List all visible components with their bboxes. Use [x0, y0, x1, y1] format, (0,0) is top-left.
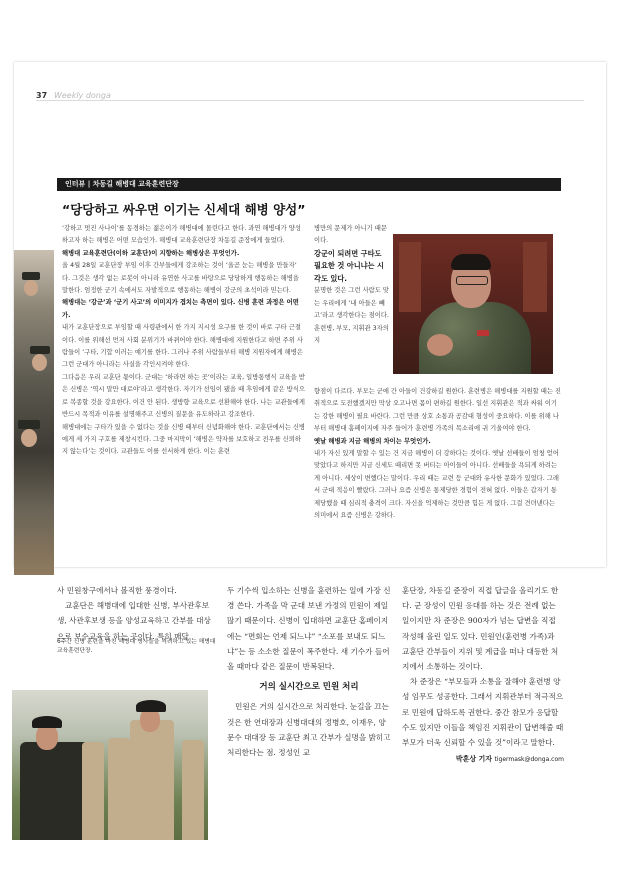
photo-caption: 6주간 신병 훈련을 마친 해병대 병사들을 격려하고 있는 해병대 교육훈련단장.: [57, 639, 216, 654]
bookshelf-shape: [399, 242, 421, 312]
hand-shape: [427, 334, 453, 356]
magazine-name: Weekly donga: [53, 91, 111, 100]
bookshelf-shape: [523, 242, 547, 312]
cap-shape: [136, 700, 166, 712]
interview-headline: “당당하고 싸우면 이기는 신세대 해병 양성”: [62, 202, 306, 217]
marines-ceremony-photo: [12, 690, 208, 840]
marine-figure-shape: [82, 742, 104, 840]
commander-portrait-photo: [393, 234, 553, 374]
article-column-1: [57, 583, 212, 644]
article-paragraph: 민원은 거의 실시간으로 처리한다. 눈길을 끄는 것은 한 연대장과 신병대대의 정병호, 이재우, 양문수 대대장 등 교훈단 최고 간부가 실명을 밝히고 처리한다는 점. 정성인 교: [227, 702, 391, 758]
article-subheading: 거의 실시간으로 민원 처리: [259, 682, 359, 693]
interview-question: 해병대는 ‘강군’과 ‘군기 사고’의 이미지가 겹치는 측면이 있다. 신병 훈련 과정은 어떤가.: [62, 299, 299, 319]
interview-question: 해병대 교육훈련단(이하 교훈단)이 지향하는 해병상은 무엇인가.: [62, 249, 240, 257]
marine-figure-shape: [108, 738, 130, 840]
face-shape: [24, 280, 38, 296]
interview-question: 옛날 해병과 지금 해병의 차이는 무엇인가.: [314, 437, 431, 445]
interview-answer: 올 4월 28일 교훈단장 부임 이후 간부들에게 강조하는 것이 ‘올곧 눈는 해병을 만들자’ 다. 그것은 생각 없는 로봇이 아니라 유연한 사고를 바탕으로 당당하게 행동하는 해병을 말한다. 엄정한 군기 속에서도 자발적으로 행동하는 해병이 강군의 초석이라 믿는다.: [62, 262, 299, 295]
author-email: tigermask@donga.com: [494, 756, 564, 764]
officer-uniform-shape: [20, 742, 90, 840]
author-name: 박훈상 기자: [455, 755, 493, 764]
cap-shape: [32, 716, 62, 728]
face-shape: [32, 354, 47, 371]
interview-column-1: [62, 223, 305, 459]
interview-column-2: [314, 223, 390, 347]
article-paragraph: 훈단장, 차동길 준장이 직접 답글을 올리기도 한다. 군 장성이 민원 응대를 하는 것은 전례 없는 일이지만 차 준장은 900자가 넘는 답변을 직접 작성해 올린 일도 있다. 민원인(훈련병 가족)과 교훈단 간부들이 지위 및 계급을 떠나 대등한 처지에서 소통하는 것이다.: [402, 586, 559, 672]
page-number: [36, 91, 111, 100]
article-paragraph: 사 민원창구에서나 볼직한 풍경이다.: [57, 586, 177, 595]
interview-question: 강군이 되려면 구타도 필요한 것 아니냐는 시각도 있다.: [314, 248, 384, 283]
interview-answer: 분명한 것은 그런 사람도 맞는 우리에게 ‘내 아들은 빼고’라고 생각한다는 점이다. 훈련병, 부모, 지휘관 3자의 지: [314, 287, 389, 344]
hair-shape: [451, 254, 491, 270]
marine-figure-shape: [130, 720, 174, 840]
marines-crowd-photo: [14, 250, 54, 575]
article-paragraph: 교훈단은 해병대에 입대한 신병, 부사관후보생, 사관후보생 등을 양성교육하고 간부를 대상으로 보수교육을 하는 곳이다. 특히 매달: [57, 601, 211, 641]
page-number-text: 37: [36, 91, 48, 100]
header-rule: [36, 100, 584, 101]
article-paragraph: 두 기수씩 입소하는 신병을 훈련하는 일에 가장 신경 쓴다. 가족을 막 군대 보낸 가정의 민원이 제일 많기 때문이다. 신병이 입대하면 교훈단 홈페이지에는 “면회는 언제 되느냐” “소포를 보내도 되느냐”는 등 소소한 질문이 폭주한다. 새 기수가 들어올 때마다 같은 질문이 반복된다.: [227, 586, 391, 672]
marine-figure-shape: [182, 740, 204, 840]
interview-answer: 그다음은 우리 교훈단 몫이다. 군대는 ‘하라면 하는 곳’이라는 교육, 일방통행식 교육을 받은 신병은 ‘역시 말만 대로야’라고 생각한다. 자기가 선임이 됐을 때 후임에게 같은 방식으로 복종할 것을 강요한다. 이건 안 된다. 생방향 교육으로 선환해야 한다. 나는 교관들에게 반드시 목적과 이유를 설명해주고 신병의 질문을 유도하라고 강조한다.: [62, 373, 305, 419]
interview-answer: 내가 교훈단장으로 부임할 때 사령관에서 한 가지 지시성 요구를 한 것이 바로 구타 근절이다. 이를 위해선 먼저 사회 분위기가 바뀌어야 한다. 해병대에 지원한다고 하면 주위 사람들이 ‘구타, 기합 이러는 얘기를 한다. 그러나 주위 사람들부터 해병 지원자에게 해병은 그런 군대가 아니라는 사실을 각인시켜야 한다.: [62, 324, 303, 369]
insignia-shape: [477, 330, 489, 336]
author-byline: [402, 752, 564, 767]
interview-answer: 내가 자신 있게 말할 수 있는 건 지금 해병이 더 강하다는 것이다. 옛날 선배들이 엄청 얻어맞았다고 하지만 지금 신세도 때리면 못 버티는 아이들이 아니다. 선배들을 욕되게 하려는 게 아니다. 세상이 변했다는 말이다. 우리 때는 교련 등 군대와 유사한 문화가 있었다. 그래서 군대 적응이 빨랐다. 그러나 요즘 신병은 통제당한 경험이 전혀 없다. 이들은 갑자기 통제당했을 때 심리적 충격이 크다. 자신을 억제하는 것만큼 힘든 게 없다. 그걸 견뎌낸다는 의미에서 요즘 신병은 강하다.: [314, 450, 559, 520]
interview-intro: ‘강하고 멋진 사나이’를 동경하는 젊은이가 해병대에 몰린다고 한다. 과연 해병대가 양성하고자 하는 해병은 어떤 모습인가. 해병대 교육훈련단장 차동길 준장에게 들었다.: [62, 225, 301, 245]
banner-label: 인터뷰 | 차동길 해병대 교육훈련단장: [65, 180, 179, 188]
interview-banner: [57, 178, 561, 191]
interview-answer: 향점이 다르다. 부모는 군에 간 아들이 건강하길 원한다. 훈련병은 해병대를 지원할 때는 진취적으로 도전했겠지만 막상 오고나면 몸이 편하길 원한다. 일선 지휘관은 적과 싸워 이기는 강한 해병이 필요 바란다. 그런 만큼 상호 소통과 공감대 형성이 중요하다. 이를 위해 나부터 해병대 홈페이지에 자주 들어가 훈련병 가족의 목소리에 귀 기울여야 한다.: [314, 388, 562, 433]
cap-shape: [22, 272, 40, 280]
face-shape: [21, 429, 37, 447]
glasses-shape: [456, 276, 488, 285]
interview-answer: 해병대에는 구타가 있을 수 없다는 것을 신병 때부터 신념화해야 한다. 교훈단에서는 신병에게 세 가지 구호를 제창시킨다. 그중 마지막이 ‘해병은 약자를 보호하고 전우를 신뢰하지 않는다’는 것이다. 교관들도 이를 선서하게 한다. 이는 훈련: [62, 423, 305, 456]
interview-answer: 병만의 문제가 아니기 때문이다.: [314, 225, 387, 245]
article-column-2: [227, 583, 391, 760]
interview-column-3: [314, 386, 561, 522]
cap-shape: [30, 346, 50, 354]
cap-shape: [18, 420, 40, 429]
article-column-3: [402, 583, 564, 767]
article-paragraph: 차 준장은 “부모들과 소통을 잘해야 훈련병 양성 임무도 성공한다. 그래서 지휘관부터 적극적으로 민원에 답하도록 권한다. 중간 참모가 응답할 수도 있지만 이들을 책임진 지휘관이 답변해줄 때 부모가 더욱 신뢰할 수 있을 것”이라고 말한다.: [402, 677, 564, 748]
